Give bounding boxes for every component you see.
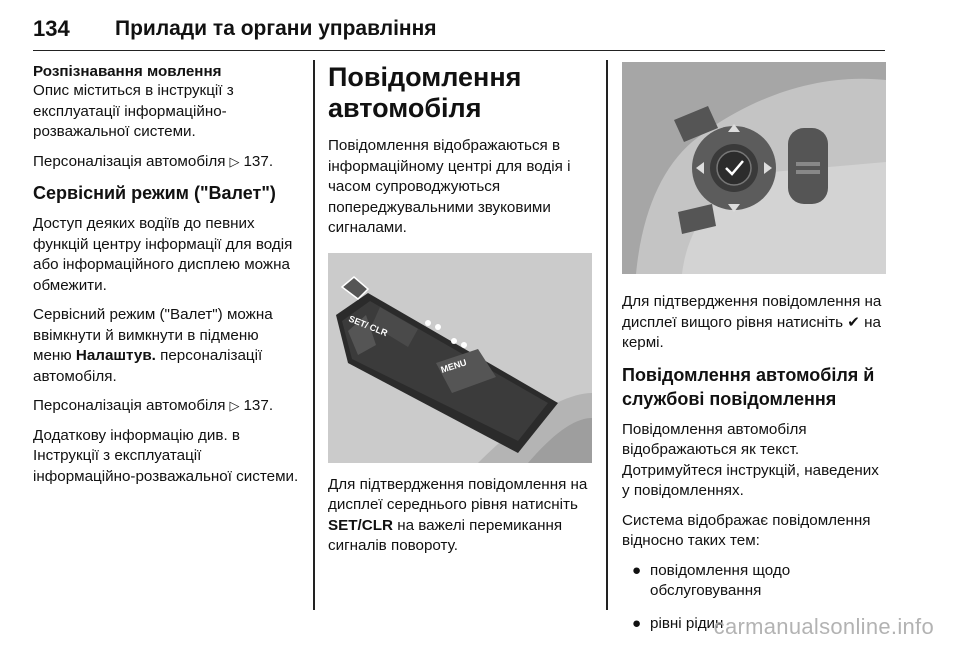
page-header (33, 14, 885, 51)
reference-text: Персоналізація автомобіля (33, 152, 226, 170)
set-clr-label: SET/ CLR (347, 313, 390, 338)
lever-caption (328, 475, 590, 557)
text-run: Для підтвердження повідомлення на дисплеї вищого рівня натисніть (622, 293, 882, 331)
reference-page: 137. (243, 397, 274, 414)
list-item (622, 561, 886, 602)
text-run: на важелі перемикання сигналів повороту. (328, 516, 563, 554)
speech-recognition-text: Опис міститься в інструкції з експлуатації інформаційно-розважальної системи. (33, 82, 234, 140)
checkmark-icon: ✔ (847, 313, 860, 331)
list-item-text: рівні рідин (650, 614, 724, 632)
valet-reference (33, 396, 301, 417)
service-messages-p1: Повідомлення автомобіля відображаються як текст. Дотримуйтеся інструкцій, наведених у повідомленнях. (622, 420, 879, 499)
watermark: carmanualsonline.info (713, 614, 934, 639)
bullet-icon: ● (632, 614, 642, 632)
column-divider (313, 60, 315, 610)
bullet-icon: ● (632, 561, 642, 579)
list-item-text: повідомлення щодо обслуговування (650, 561, 791, 599)
page-title: Прилади та органи управління (115, 17, 437, 40)
text-run: на кермі. (622, 313, 882, 351)
speech-recognition-heading: Розпізнавання мовлення (33, 63, 222, 80)
valet-mode-heading: Сервісний режим ("Валет") (33, 183, 276, 203)
vehicle-messages-intro: Повідомлення відображаються в інформаційному центрі для водія і часом супроводжуються попереджувальними звуковими сигналами. (328, 137, 571, 236)
valet-paragraph-2 (33, 305, 301, 387)
column-right (622, 62, 886, 646)
service-messages-heading: Повідомлення автомобіля й службові повідомлення (622, 364, 875, 409)
text-run: персоналізації автомобіля. (33, 347, 263, 385)
valet-paragraph-1: Доступ деяких водіїв до певних функцій центру інформації для водія або інформаційного дисплею можна обмежити. (33, 215, 293, 294)
page-number: 134 (33, 16, 70, 41)
steering-caption (622, 292, 886, 354)
more-info-text: Додаткову інформацію див. в Інструкції з експлуатації інформаційно-розважальної системи. (33, 426, 299, 485)
service-messages-p2: Система відображає повідомлення відносно таких тем: (622, 511, 871, 549)
reference-text: Персоналізація автомобіля (33, 397, 226, 414)
column-divider (606, 60, 608, 610)
personalization-reference (33, 152, 301, 173)
right-arrow-outline-icon: ▷ (229, 153, 240, 169)
turn-signal-lever-illustration (328, 253, 592, 463)
set-clr-button-name: SET/CLR (328, 516, 393, 534)
turn-signal-lever-figure (328, 253, 592, 463)
steering-wheel-illustration (622, 62, 886, 274)
steering-wheel-controls-figure (622, 62, 886, 274)
menu-label: MENU (439, 356, 468, 375)
reference-page: 137. (243, 152, 274, 170)
text-run: Сервісний режим ("Валет") можна ввімкнути й вимкнути в підменю меню (33, 306, 273, 364)
column-left (33, 62, 301, 496)
vehicle-messages-title: Повідомлення автомобіля (328, 62, 522, 123)
settings-menu-name: Налаштув. (75, 347, 156, 364)
right-arrow-outline-icon: ▷ (229, 398, 240, 413)
column-middle (328, 62, 590, 566)
text-run: Для підтвердження повідомлення на дисплеї середнього рівня натисніть (328, 475, 588, 513)
